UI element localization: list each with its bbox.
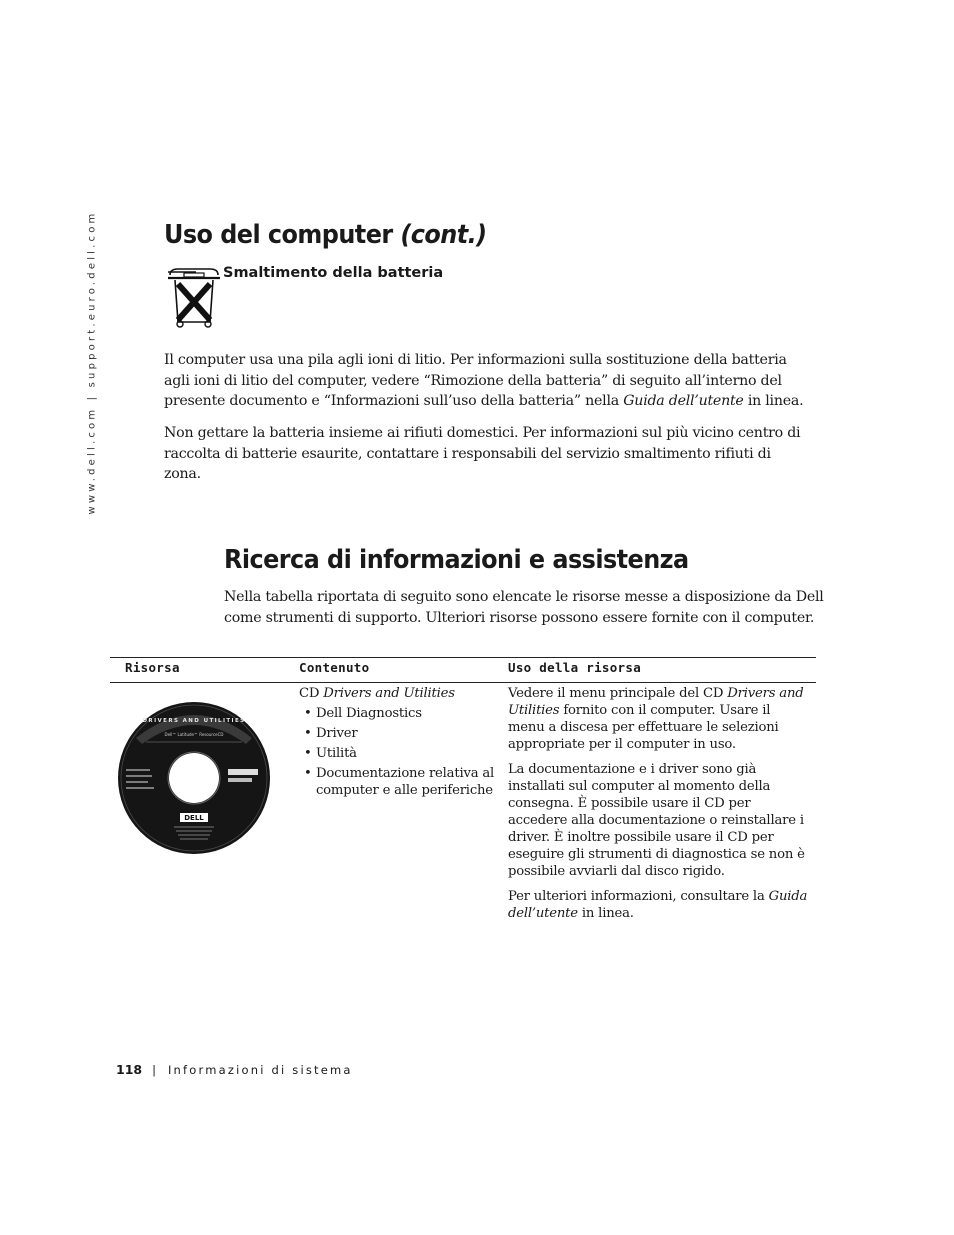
subheading-smaltimento-batteria: Smaltimento della batteria bbox=[223, 265, 444, 281]
section-title-ricerca-informazioni: Ricerca di informazioni e assistenza bbox=[224, 545, 689, 575]
usage-p3-a: Per ulteriori informazioni, consultare la bbox=[508, 889, 769, 904]
cd-title-text: DRIVERS AND UTILITIES bbox=[142, 718, 246, 724]
list-item: • Documentazione relativa al computer e alle periferiche bbox=[299, 765, 495, 799]
paragraph-battery-info bbox=[164, 350, 804, 412]
usage-paragraph-3 bbox=[508, 888, 808, 922]
guida-utente-ref: Guida dell’utente bbox=[623, 393, 744, 409]
usage-p3-b: in linea. bbox=[577, 906, 634, 921]
cd-name bbox=[299, 685, 495, 702]
table-header-risorsa: Risorsa bbox=[125, 660, 180, 675]
section-title-suffix: (cont.) bbox=[400, 220, 487, 250]
cell-uso bbox=[508, 685, 808, 930]
table-header-contenuto: Contenuto bbox=[299, 660, 370, 675]
cd-title: Drivers and Utilities bbox=[323, 686, 455, 701]
section-title-uso-del-computer bbox=[164, 220, 487, 250]
crossed-out-bin-icon bbox=[166, 266, 222, 330]
list-item: • Dell Diagnostics bbox=[299, 705, 495, 722]
table-header-uso: Uso della risorsa bbox=[508, 660, 642, 675]
cell-contenuto bbox=[299, 685, 495, 799]
usage-p1-em: Drivers and Utilities bbox=[508, 686, 804, 718]
section-title-text: Uso del computer bbox=[164, 220, 393, 250]
footer-separator: | bbox=[152, 1063, 156, 1077]
list-item: • Utilità bbox=[299, 745, 495, 762]
cd-disc-icon bbox=[116, 700, 272, 856]
cd-caption-text: Dell™ Latitude™ ResourceCD bbox=[164, 732, 224, 737]
page-number: 118 bbox=[116, 1062, 143, 1077]
cd-prefix: CD bbox=[299, 686, 324, 701]
sidebar-url bbox=[82, 210, 102, 514]
usage-p1-a: Vedere il menu principale del CD bbox=[508, 686, 728, 701]
usage-paragraph-2: La documentazione e i driver sono già installati sul computer al momento della consegna. È possibile usare il CD per accedere alla documentazione o reinstallare i driver. È inoltre possibile usare il CD per eseguire gli strumenti di diagnostica se non è possibile avviarli dal disco rigido. bbox=[508, 762, 805, 879]
usage-p3-em: Guida dell’utente bbox=[508, 889, 808, 921]
usage-p1-b: fornito con il computer. Usare il menu a discesa per effettuare le selezioni appropriate per il computer in uso. bbox=[508, 703, 779, 752]
paragraph-battery-info-b: in linea. bbox=[743, 393, 804, 409]
footer-title: Informazioni di sistema bbox=[167, 1063, 353, 1077]
page-footer bbox=[116, 1062, 353, 1077]
table-header-rule bbox=[110, 682, 816, 683]
paragraph-intro-resources: Nella tabella riportata di seguito sono elencate le risorse messe a disposizione da Dell come strumenti di supporto. Ulteriori risorse possono essere fornite con il computer. bbox=[224, 589, 824, 626]
usage-paragraph-1 bbox=[508, 685, 808, 753]
sidebar-url-text: www.dell.com | support.euro.dell.com bbox=[86, 210, 98, 514]
content-list bbox=[299, 705, 495, 799]
paragraph-battery-info-a: Il computer usa una pila agli ioni di litio. Per informazioni sulla sostituzione della batteria agli ioni di litio del computer, vedere “Rimozione della batteria” di seguito all’interno del presente documento e “Informazioni sull’uso della batteria” nella bbox=[164, 352, 787, 409]
table-top-rule bbox=[110, 657, 816, 658]
paragraph-battery-disposal: Non gettare la batteria insieme ai rifiuti domestici. Per informazioni sul più vicino centro di raccolta di batterie esaurite, contattare i responsabili del servizio smaltimento rifiuti di zona. bbox=[164, 425, 801, 482]
list-item: • Driver bbox=[299, 725, 495, 742]
dell-logo-text: DELL bbox=[184, 814, 204, 822]
drivers-and-utilities-cd-image bbox=[116, 700, 272, 856]
